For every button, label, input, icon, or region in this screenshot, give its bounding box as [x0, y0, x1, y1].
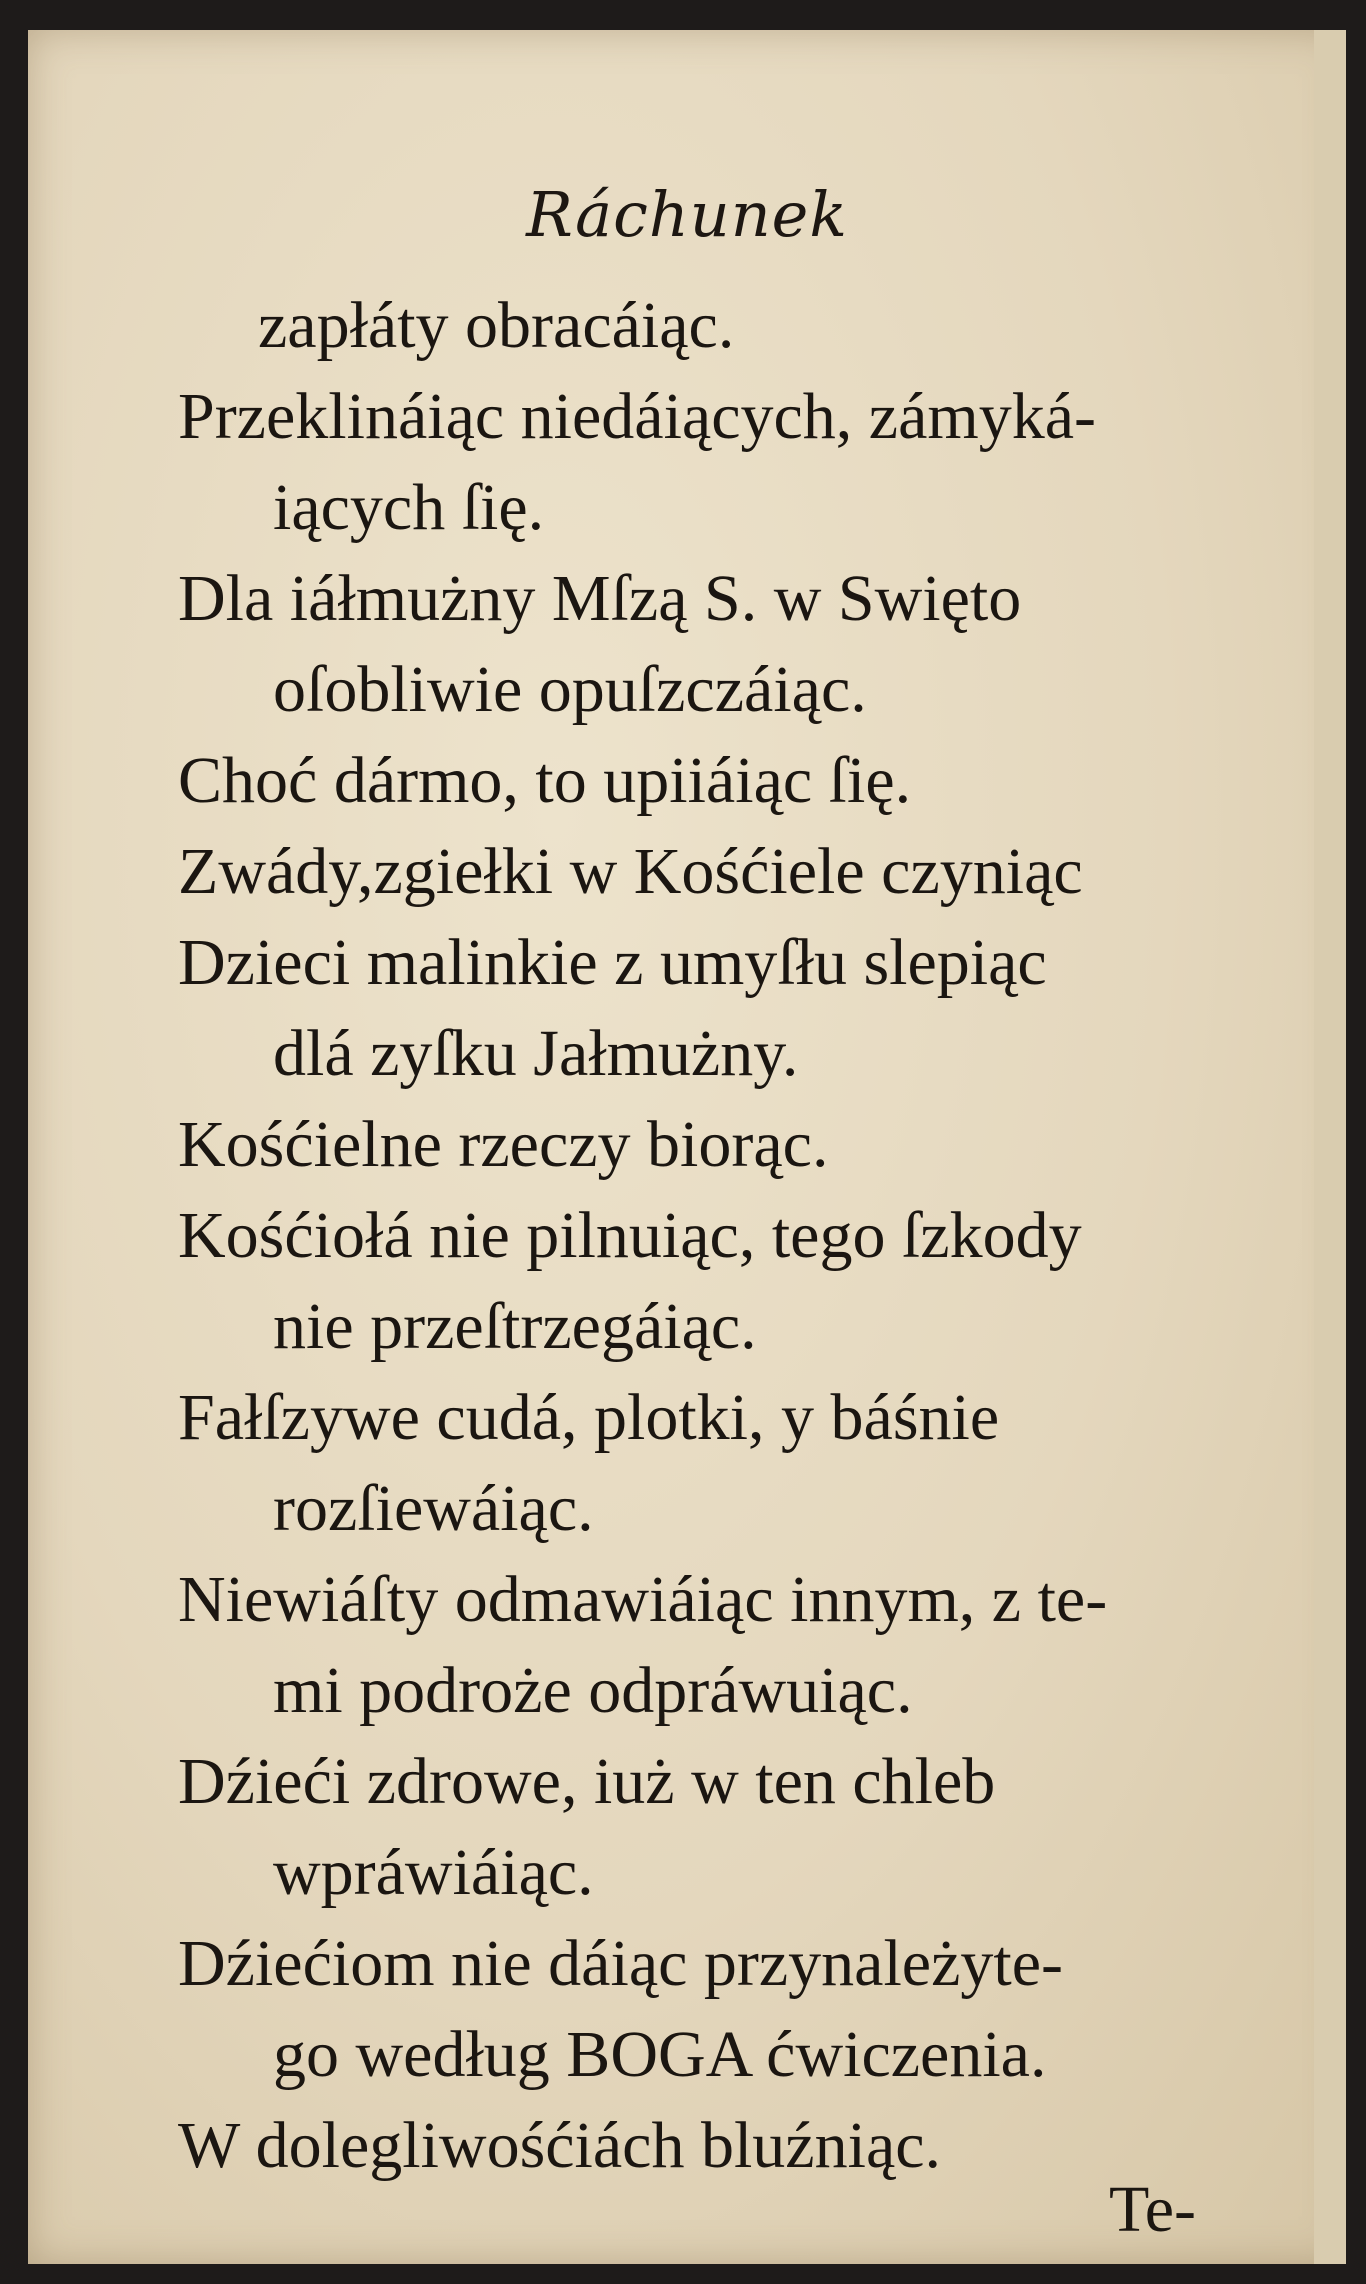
- text-line: mi podroże odpráwuiąc.: [273, 1654, 913, 1727]
- text-line: zapłáty obracáiąc.: [258, 289, 735, 362]
- text-line: iących ſię.: [273, 471, 545, 544]
- page-text: [178, 280, 1328, 2191]
- text-line: Dla iáłmużny Mſzą S. w Swięto: [178, 562, 1022, 635]
- text-line: W dolegliwośćiách bluźniąc.: [178, 2109, 942, 2182]
- catchword: Te-: [1109, 2173, 1196, 2246]
- text-line: oſobliwie opuſzczáiąc.: [273, 653, 867, 726]
- text-line: Dźieći zdrowe, iuż w ten chleb: [178, 1745, 996, 1818]
- text-line: Fałſzywe cudá, plotki, y báśnie: [178, 1381, 1000, 1454]
- text-line: Dźiećiom nie dáiąc przynależyte-: [178, 1927, 1064, 2000]
- book-page: [28, 30, 1346, 2264]
- text-line: Choć dármo, to upiiáiąc ſię.: [178, 744, 912, 817]
- text-line: wpráwiáiąc.: [273, 1836, 594, 1909]
- text-line: Niewiáſty odmawiáiąc innym, z te-: [178, 1563, 1108, 1636]
- text-line: go według BOGA ćwiczenia.: [273, 2018, 1047, 2091]
- text-line: Kośćiołá nie pilnuiąc, tego ſzkody: [178, 1199, 1082, 1272]
- text-line: Zwády,zgiełki w Kośćiele czyniąc: [178, 835, 1083, 908]
- text-line: Przeklináiąc niedáiących, zámyká-: [178, 380, 1097, 453]
- text-line: Kośćielne rzeczy biorąc.: [178, 1108, 829, 1181]
- text-line: nie przeſtrzegáiąc.: [273, 1290, 757, 1363]
- text-line: rozſiewáiąc.: [273, 1472, 594, 1545]
- text-line: Dzieci malinkie z umyſłu slepiąc: [178, 926, 1047, 999]
- running-header: Ráchunek: [526, 178, 848, 251]
- text-line: dlá zyſku Jałmużny.: [273, 1017, 799, 1090]
